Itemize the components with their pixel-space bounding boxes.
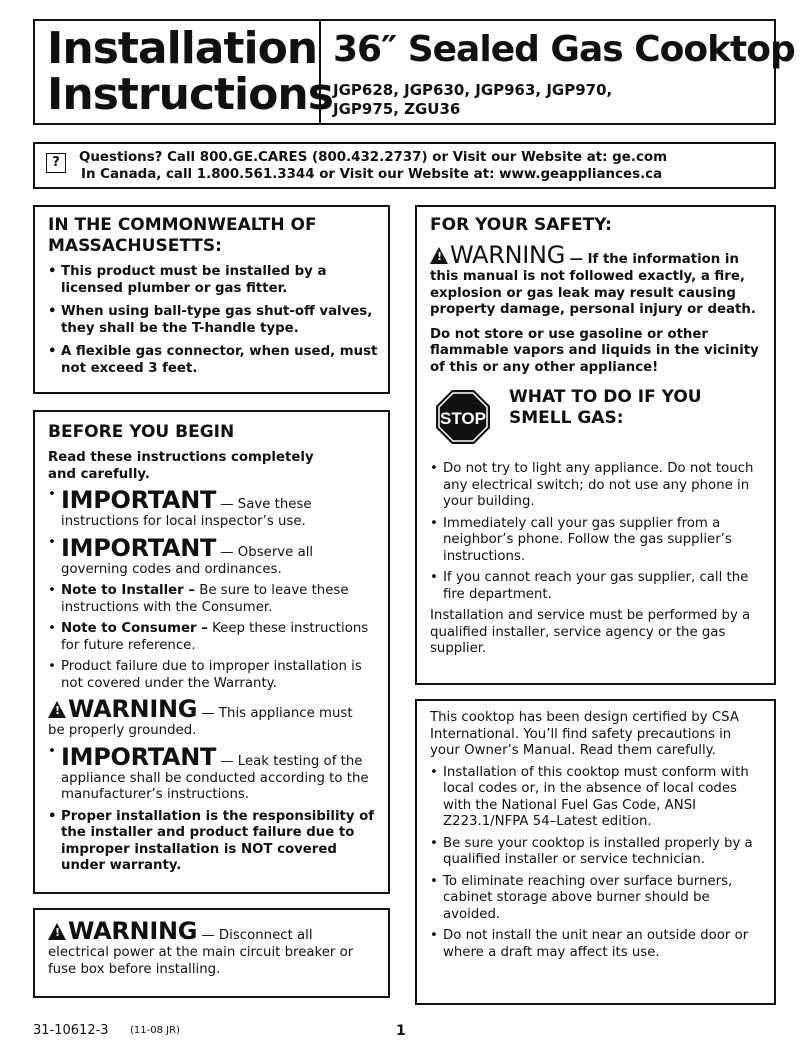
contact-line2: In Canada, call 1.800.561.3344 or Visit our Website at: www.geappliances.ca	[81, 167, 663, 182]
massachusetts-content	[48, 215, 378, 377]
note-installer-text: Be sure to leave these instructions with the Consumer.	[61, 583, 349, 615]
service-note: Installation and service must be performed by a qualified installer, service agency or the gas supplier.	[430, 608, 751, 656]
important-text: — Observe all	[220, 544, 314, 560]
disconnect-warning-box	[33, 908, 390, 998]
warning-label: WARNING	[68, 917, 198, 945]
models-line1: JGP628, JGP630, JGP963, JGP970,	[333, 81, 613, 99]
smell-gas-heading-line1: WHAT TO DO IF YOU	[509, 387, 702, 407]
safety-heading: FOR YOUR SAFETY:	[430, 215, 612, 235]
certification-bullet: • Installation of this cooktop must conform with local codes or, in the absence of local codes with the National Fuel Gas Code, ANSI Z223.1/NFPA 54–Latest edition.	[430, 765, 764, 831]
certification-content	[430, 710, 764, 961]
read-instructions-note	[48, 450, 378, 483]
massachusetts-bullet: • A flexible gas connector, when used, must not exceed 3 feet.	[48, 344, 378, 377]
important-cont: instructions for local inspector’s use.	[61, 514, 306, 529]
warning-text: — Disconnect all	[201, 928, 313, 943]
note-installer-label: Note to Installer –	[61, 583, 196, 598]
warning-label: WARNING	[450, 241, 565, 269]
stop-sign-icon	[435, 389, 491, 445]
warning-body: in this manual is not followed exactly, a fire, explosion or gas leak may result causing property damage, personal injury or death.	[430, 252, 756, 317]
massachusetts-heading-line2: MASSACHUSETTS:	[48, 236, 222, 256]
certification-intro: This cooktop has been design certified by CSA International. You’ll find safety precautions in your Owner’s Manual. Read them carefully.	[430, 710, 739, 758]
before-you-begin-heading: BEFORE YOU BEGIN	[48, 422, 235, 442]
certification-bullet: • Be sure your cooktop is installed properly by a qualified installer or service technician.	[430, 836, 764, 869]
intro-line1: Read these instructions completely	[48, 450, 314, 465]
grounding-warning	[48, 696, 378, 740]
massachusetts-heading	[48, 215, 378, 257]
warning-cont: be properly grounded.	[48, 723, 197, 738]
model-numbers	[333, 81, 763, 119]
intro-line2: and carefully.	[48, 466, 150, 482]
smell-gas-heading	[509, 387, 702, 429]
contact-line1: Questions? Call 800.GE.CARES (800.432.2737) or Visit our Website at: ge.com	[79, 150, 668, 165]
header-box	[33, 19, 795, 125]
proper-installation-item: • Proper installation is the responsibility of the installer and product failure due to improper installation is NOT covered under warranty.	[48, 809, 378, 875]
before-you-begin-box	[33, 410, 390, 894]
smell-gas-heading-line2: SMELL GAS:	[509, 408, 624, 428]
no-gasoline-note: Do not store or use gasoline or other flammable vapors and liquids in the vicinity of this or any other appliance!	[430, 326, 759, 375]
massachusetts-bullet: • When using ball-type gas shut-off valves, they shall be the T-handle type.	[48, 304, 378, 337]
important-leak-item	[48, 744, 378, 804]
massachusetts-box	[33, 205, 390, 394]
warning-lead: If the information	[587, 252, 721, 267]
important-observe-item	[48, 535, 378, 579]
important-label: IMPORTANT	[61, 533, 217, 562]
disconnect-warning	[48, 918, 378, 978]
certification-box	[415, 699, 776, 1005]
important-text: — Leak testing of the	[220, 753, 363, 769]
product-failure-item: • Product failure due to improper installation is not covered under the Warranty.	[48, 659, 378, 692]
safety-box	[415, 205, 776, 685]
revision-date: (11-08 JR)	[130, 1025, 180, 1036]
note-to-installer-item	[48, 583, 378, 616]
certification-bullet: • Do not install the unit near an outside door or where a draft may affect its use.	[430, 928, 764, 961]
warning-text: — This appliance must	[201, 706, 353, 721]
important-text: — Save these	[220, 497, 312, 512]
models-line2: JGP975, ZGU36	[333, 100, 461, 118]
warning-triangle-icon	[430, 247, 448, 264]
important-label: IMPORTANT	[61, 486, 217, 514]
warning-triangle-icon	[48, 923, 66, 940]
massachusetts-bullet: • This product must be installed by a licensed plumber or gas fitter.	[48, 264, 378, 297]
warning-triangle-icon	[48, 701, 66, 718]
smell-gas-list	[430, 461, 764, 658]
document-number: 31-10612-3	[33, 1023, 109, 1038]
note-to-consumer-item	[48, 621, 378, 654]
fire-explosion-warning	[430, 242, 764, 319]
note-consumer-text: Keep these instructions for future reference.	[61, 621, 369, 653]
product-title: 36″ Sealed Gas Cooktop	[333, 29, 795, 70]
smell-gas-bullet: • If you cannot reach your gas supplier, call the fire department.	[430, 570, 764, 603]
disconnect-warning-content	[48, 918, 378, 978]
smell-gas-bullet: • Do not try to light any appliance. Do not touch any electrical switch; do not use any phone in your building.	[430, 461, 764, 511]
warning-dash: —	[569, 252, 583, 267]
doc-title-line1: Installation	[47, 23, 318, 74]
warning-label: WARNING	[68, 695, 198, 723]
smell-gas-bullet: • Immediately call your gas supplier from a neighbor’s phone. Follow the gas supplier’s instructions.	[430, 516, 764, 566]
important-cont: governing codes and ordinances.	[61, 561, 282, 577]
safety-content	[430, 215, 764, 376]
before-you-begin-content	[48, 422, 378, 875]
stop-sign-text: STOP	[440, 409, 486, 428]
note-consumer-label: Note to Consumer –	[61, 621, 208, 636]
warning-cont: electrical power at the main circuit breaker or fuse box before installing.	[48, 945, 354, 977]
certification-bullet: • To eliminate reaching over surface burners, cabinet storage above burner should be avoided.	[430, 874, 764, 924]
contact-box	[33, 142, 776, 189]
question-mark-icon: ?	[46, 153, 66, 173]
title-panel	[35, 21, 333, 123]
page-number: 1	[396, 1023, 406, 1039]
doc-title-line2: Instructions	[47, 69, 333, 120]
massachusetts-heading-line1: IN THE COMMONWEALTH OF	[48, 215, 317, 235]
important-label: IMPORTANT	[61, 742, 217, 771]
important-cont: appliance shall be conducted according to the manufacturer’s instructions.	[61, 770, 369, 802]
important-save-item	[48, 487, 378, 531]
